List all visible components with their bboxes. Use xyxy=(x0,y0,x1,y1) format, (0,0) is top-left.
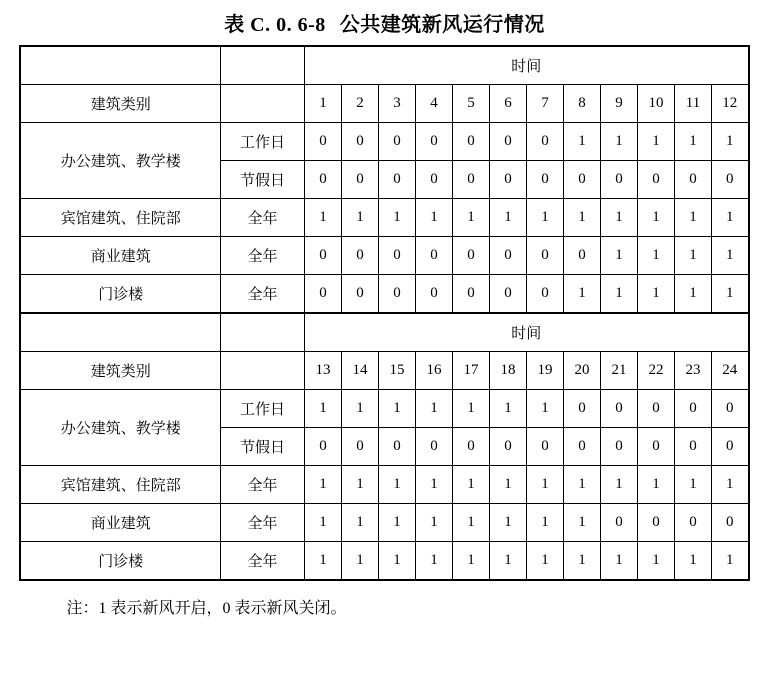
value-cell: 0 xyxy=(711,504,748,542)
value-cell: 1 xyxy=(415,390,452,428)
value-cell: 1 xyxy=(489,504,526,542)
hour-header: 18 xyxy=(489,352,526,390)
sub-label: 全年 xyxy=(220,504,304,542)
hour-header: 17 xyxy=(452,352,489,390)
category-label: 办公建筑、教学楼 xyxy=(20,390,220,466)
value-cell: 1 xyxy=(304,199,341,237)
table-number: 表 C. 0. 6-8 xyxy=(224,14,326,36)
value-cell: 1 xyxy=(563,199,600,237)
value-cell: 0 xyxy=(489,161,526,199)
value-cell: 1 xyxy=(489,542,526,581)
value-cell: 0 xyxy=(304,161,341,199)
blank-sub-header xyxy=(220,85,304,123)
value-cell: 0 xyxy=(341,123,378,161)
value-cell: 1 xyxy=(378,542,415,581)
value-cell: 0 xyxy=(563,161,600,199)
category-label: 宾馆建筑、住院部 xyxy=(20,466,220,504)
value-cell: 1 xyxy=(674,199,711,237)
category-label: 门诊楼 xyxy=(20,275,220,314)
value-cell: 0 xyxy=(674,390,711,428)
table-row xyxy=(20,85,748,123)
value-cell: 0 xyxy=(526,275,563,314)
value-cell: 1 xyxy=(489,466,526,504)
value-cell: 0 xyxy=(637,428,674,466)
category-label: 办公建筑、教学楼 xyxy=(20,123,220,199)
value-cell: 1 xyxy=(600,275,637,314)
sub-label: 节假日 xyxy=(220,161,304,199)
value-cell: 0 xyxy=(415,123,452,161)
value-cell: 1 xyxy=(711,123,748,161)
sub-label: 工作日 xyxy=(220,123,304,161)
hour-header: 23 xyxy=(674,352,711,390)
value-cell: 0 xyxy=(489,275,526,314)
value-cell: 0 xyxy=(489,123,526,161)
value-cell: 1 xyxy=(378,504,415,542)
value-cell: 1 xyxy=(600,123,637,161)
time-header: 时间 xyxy=(304,46,748,85)
value-cell: 0 xyxy=(637,390,674,428)
value-cell: 0 xyxy=(711,161,748,199)
value-cell: 0 xyxy=(526,428,563,466)
hour-header: 5 xyxy=(452,85,489,123)
value-cell: 0 xyxy=(304,275,341,314)
value-cell: 1 xyxy=(341,199,378,237)
value-cell: 1 xyxy=(304,504,341,542)
value-cell: 0 xyxy=(452,161,489,199)
value-cell: 0 xyxy=(489,237,526,275)
value-cell: 0 xyxy=(563,237,600,275)
category-header: 建筑类别 xyxy=(20,352,220,390)
value-cell: 1 xyxy=(526,542,563,581)
hour-header: 10 xyxy=(637,85,674,123)
value-cell: 1 xyxy=(489,390,526,428)
sub-label: 全年 xyxy=(220,542,304,581)
value-cell: 1 xyxy=(526,504,563,542)
value-cell: 1 xyxy=(526,390,563,428)
value-cell: 1 xyxy=(711,466,748,504)
hour-header: 16 xyxy=(415,352,452,390)
value-cell: 0 xyxy=(341,428,378,466)
value-cell: 0 xyxy=(415,275,452,314)
value-cell: 1 xyxy=(563,275,600,314)
value-cell: 1 xyxy=(341,542,378,581)
hour-header: 21 xyxy=(600,352,637,390)
category-label: 门诊楼 xyxy=(20,542,220,581)
value-cell: 1 xyxy=(711,542,748,581)
category-label: 宾馆建筑、住院部 xyxy=(20,199,220,237)
value-cell: 1 xyxy=(674,237,711,275)
value-cell: 1 xyxy=(600,542,637,581)
value-cell: 1 xyxy=(637,466,674,504)
value-cell: 0 xyxy=(526,237,563,275)
value-cell: 1 xyxy=(637,123,674,161)
value-cell: 0 xyxy=(304,428,341,466)
value-cell: 1 xyxy=(341,390,378,428)
blank-sub-header xyxy=(220,352,304,390)
value-cell: 1 xyxy=(563,542,600,581)
value-cell: 1 xyxy=(378,466,415,504)
value-cell: 0 xyxy=(711,390,748,428)
value-cell: 1 xyxy=(563,466,600,504)
value-cell: 0 xyxy=(304,123,341,161)
value-cell: 0 xyxy=(378,237,415,275)
value-cell: 0 xyxy=(378,161,415,199)
hour-header: 2 xyxy=(341,85,378,123)
value-cell: 0 xyxy=(452,123,489,161)
sub-label: 全年 xyxy=(220,199,304,237)
value-cell: 1 xyxy=(452,466,489,504)
value-cell: 0 xyxy=(341,275,378,314)
hour-header: 22 xyxy=(637,352,674,390)
value-cell: 0 xyxy=(452,275,489,314)
value-cell: 0 xyxy=(526,123,563,161)
sub-label: 全年 xyxy=(220,466,304,504)
value-cell: 1 xyxy=(526,466,563,504)
value-cell: 1 xyxy=(674,466,711,504)
table-row xyxy=(20,313,748,352)
time-header: 时间 xyxy=(304,313,748,352)
value-cell: 1 xyxy=(452,390,489,428)
sub-label: 节假日 xyxy=(220,428,304,466)
value-cell: 1 xyxy=(415,199,452,237)
value-cell: 0 xyxy=(341,237,378,275)
hour-header: 8 xyxy=(563,85,600,123)
hour-header: 4 xyxy=(415,85,452,123)
value-cell: 0 xyxy=(526,161,563,199)
value-cell: 1 xyxy=(452,199,489,237)
value-cell: 0 xyxy=(637,504,674,542)
table-row xyxy=(20,237,748,275)
value-cell: 0 xyxy=(674,504,711,542)
hour-header: 13 xyxy=(304,352,341,390)
value-cell: 1 xyxy=(341,504,378,542)
value-cell: 1 xyxy=(304,542,341,581)
hour-header: 7 xyxy=(526,85,563,123)
table-row xyxy=(20,504,748,542)
value-cell: 1 xyxy=(563,123,600,161)
category-label: 商业建筑 xyxy=(20,237,220,275)
hour-header: 6 xyxy=(489,85,526,123)
value-cell: 1 xyxy=(674,275,711,314)
value-cell: 1 xyxy=(600,237,637,275)
hour-header: 19 xyxy=(526,352,563,390)
value-cell: 0 xyxy=(674,428,711,466)
value-cell: 0 xyxy=(600,504,637,542)
value-cell: 1 xyxy=(637,237,674,275)
value-cell: 1 xyxy=(415,466,452,504)
value-cell: 1 xyxy=(637,275,674,314)
ventilation-schedule-table xyxy=(19,45,749,581)
value-cell: 0 xyxy=(304,237,341,275)
blank-corner-cell xyxy=(20,46,220,85)
table-title-text: 公共建筑新风运行情况 xyxy=(339,14,545,36)
hour-header: 15 xyxy=(378,352,415,390)
value-cell: 1 xyxy=(452,504,489,542)
hour-header: 3 xyxy=(378,85,415,123)
value-cell: 1 xyxy=(304,390,341,428)
value-cell: 1 xyxy=(600,466,637,504)
value-cell: 0 xyxy=(415,237,452,275)
value-cell: 0 xyxy=(600,428,637,466)
value-cell: 0 xyxy=(452,237,489,275)
value-cell: 0 xyxy=(415,161,452,199)
value-cell: 0 xyxy=(341,161,378,199)
sub-label: 工作日 xyxy=(220,390,304,428)
value-cell: 1 xyxy=(711,199,748,237)
value-cell: 1 xyxy=(600,199,637,237)
value-cell: 1 xyxy=(637,199,674,237)
value-cell: 1 xyxy=(415,504,452,542)
table-row xyxy=(20,123,748,161)
value-cell: 1 xyxy=(415,542,452,581)
value-cell: 1 xyxy=(526,199,563,237)
value-cell: 0 xyxy=(600,390,637,428)
table-row xyxy=(20,46,748,85)
value-cell: 0 xyxy=(378,123,415,161)
value-cell: 0 xyxy=(563,428,600,466)
table-row xyxy=(20,466,748,504)
category-label: 商业建筑 xyxy=(20,504,220,542)
category-header: 建筑类别 xyxy=(20,85,220,123)
value-cell: 1 xyxy=(452,542,489,581)
blank-corner-cell-2 xyxy=(220,313,304,352)
hour-header: 12 xyxy=(711,85,748,123)
value-cell: 0 xyxy=(489,428,526,466)
table-row xyxy=(20,352,748,390)
page-title xyxy=(0,0,769,45)
value-cell: 0 xyxy=(563,390,600,428)
value-cell: 1 xyxy=(304,466,341,504)
value-cell: 1 xyxy=(637,542,674,581)
value-cell: 1 xyxy=(674,542,711,581)
value-cell: 1 xyxy=(378,390,415,428)
table-row xyxy=(20,542,748,581)
value-cell: 1 xyxy=(563,504,600,542)
table-row xyxy=(20,275,748,314)
value-cell: 0 xyxy=(378,428,415,466)
blank-corner-cell xyxy=(20,313,220,352)
hour-header: 11 xyxy=(674,85,711,123)
hour-header: 20 xyxy=(563,352,600,390)
hour-header: 9 xyxy=(600,85,637,123)
value-cell: 1 xyxy=(674,123,711,161)
table-note: 注：1 表示新风开启，0 表示新风关闭。 xyxy=(66,600,347,617)
hour-header: 14 xyxy=(341,352,378,390)
table-row xyxy=(20,199,748,237)
value-cell: 1 xyxy=(711,237,748,275)
sub-label: 全年 xyxy=(220,237,304,275)
table-row xyxy=(20,390,748,428)
value-cell: 0 xyxy=(674,161,711,199)
sub-label: 全年 xyxy=(220,275,304,314)
value-cell: 0 xyxy=(452,428,489,466)
value-cell: 0 xyxy=(600,161,637,199)
hour-header: 24 xyxy=(711,352,748,390)
value-cell: 1 xyxy=(711,275,748,314)
table-body xyxy=(20,46,748,580)
value-cell: 1 xyxy=(489,199,526,237)
value-cell: 0 xyxy=(378,275,415,314)
value-cell: 0 xyxy=(637,161,674,199)
value-cell: 1 xyxy=(341,466,378,504)
value-cell: 1 xyxy=(378,199,415,237)
blank-corner-cell-2 xyxy=(220,46,304,85)
value-cell: 0 xyxy=(711,428,748,466)
value-cell: 0 xyxy=(415,428,452,466)
hour-header: 1 xyxy=(304,85,341,123)
